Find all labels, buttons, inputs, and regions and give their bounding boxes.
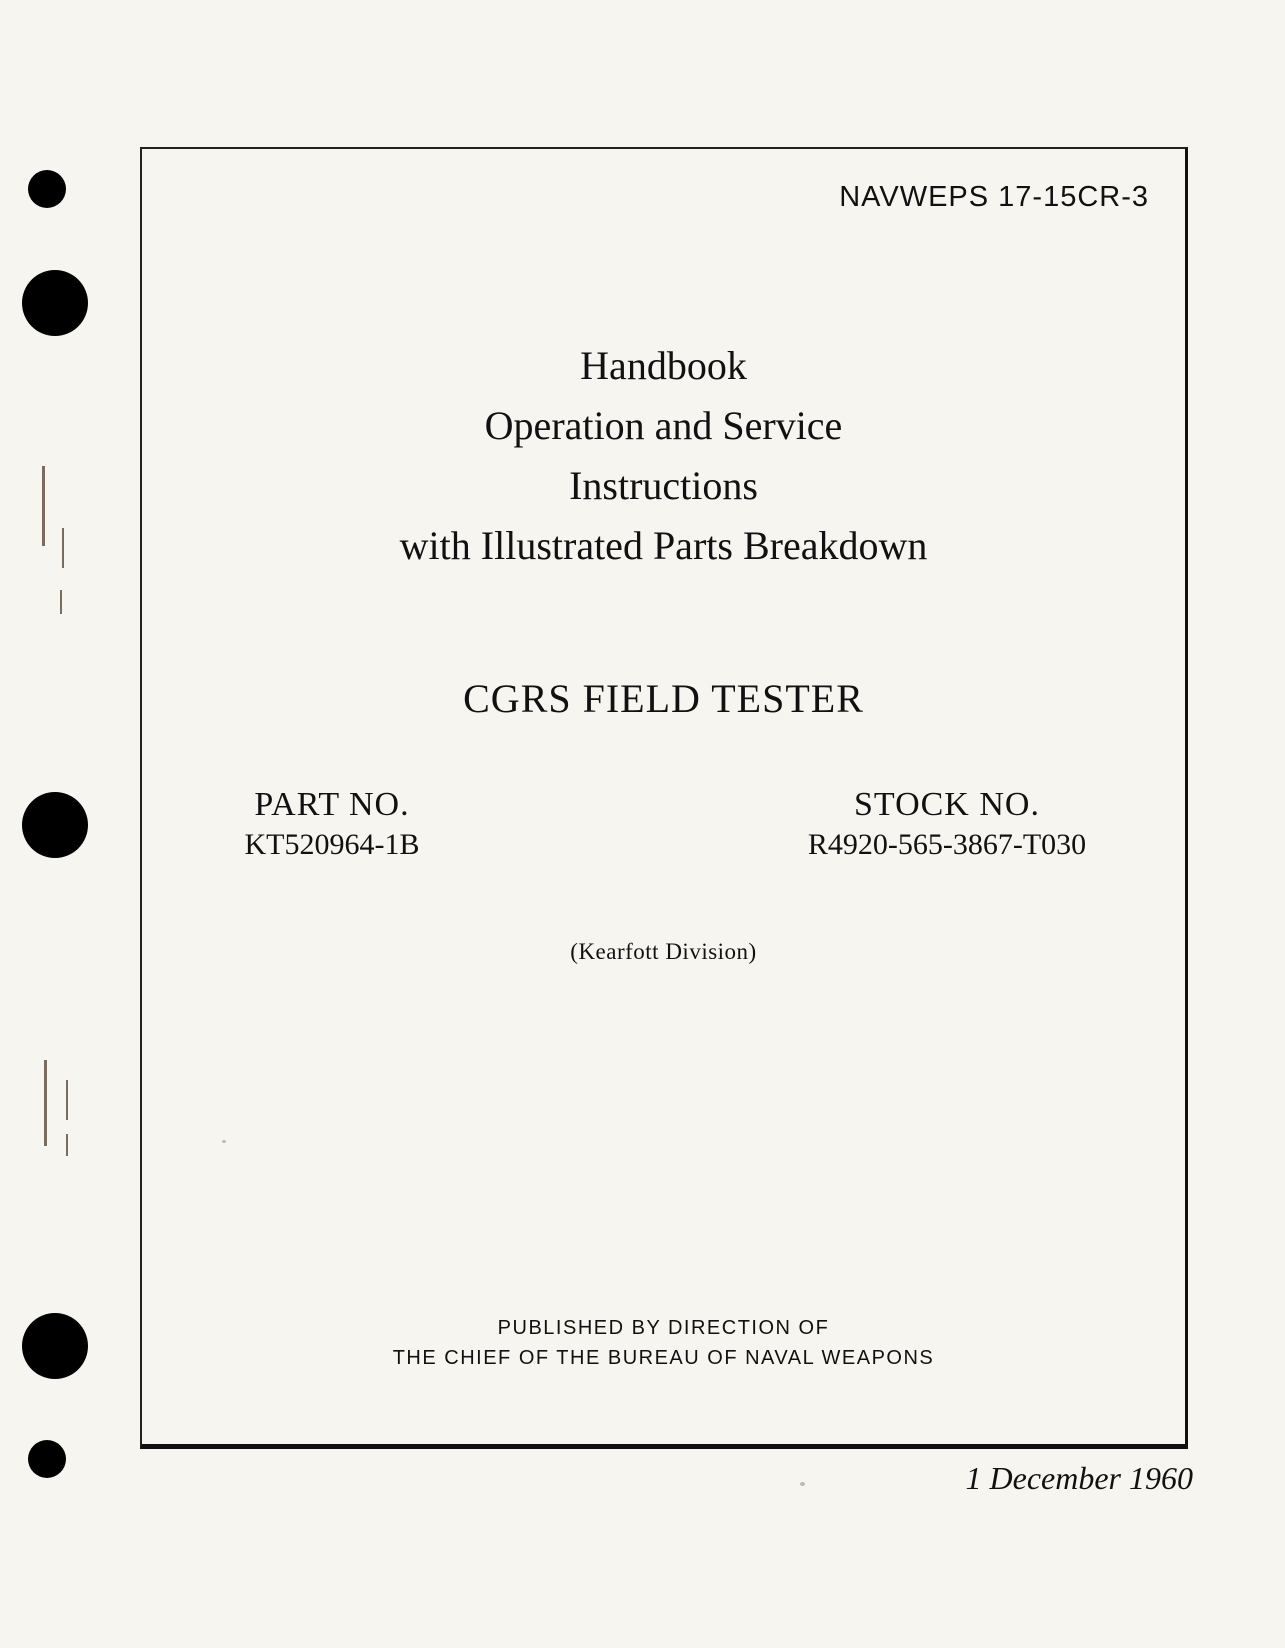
- stock-number-block: [772, 785, 1122, 865]
- stock-number-value: R4920-565-3867-T030: [807, 828, 1087, 861]
- title-block: [142, 336, 1185, 576]
- paper-speck: [800, 1482, 805, 1486]
- document-number: NAVWEPS 17-15CR-3: [839, 181, 1149, 213]
- staple-mark: [44, 1060, 47, 1146]
- division-name: (Kearfott Division): [570, 939, 757, 964]
- publisher-line-1: PUBLISHED BY DIRECTION OF: [497, 1317, 830, 1339]
- binder-hole: [28, 1440, 66, 1478]
- publication-date: 1 December 1960: [965, 1460, 1193, 1496]
- binder-hole: [22, 792, 88, 858]
- title-line-operation: Operation and Service: [484, 403, 843, 448]
- staple-mark: [42, 466, 45, 546]
- title-line-parts-breakdown: with Illustrated Parts Breakdown: [399, 523, 928, 568]
- part-number-value: KT520964-1B: [244, 828, 420, 861]
- product-name: CGRS FIELD TESTER: [463, 676, 864, 721]
- publisher-line-2: THE CHIEF OF THE BUREAU OF NAVAL WEAPONS: [392, 1347, 935, 1369]
- stock-number-label: STOCK NO.: [854, 786, 1040, 823]
- binder-hole: [22, 1313, 88, 1379]
- title-line-instructions: Instructions: [569, 463, 758, 508]
- staple-mark: [66, 1134, 68, 1156]
- cover-frame: [140, 147, 1188, 1449]
- binder-hole: [28, 170, 66, 208]
- title-line-handbook: Handbook: [580, 343, 747, 388]
- binder-hole: [22, 270, 88, 336]
- publisher-block: [142, 1313, 1185, 1373]
- part-number-label: PART NO.: [254, 786, 410, 823]
- part-number-block: [232, 785, 432, 865]
- staple-mark: [62, 528, 64, 568]
- staple-mark: [66, 1080, 68, 1120]
- staple-mark: [60, 590, 62, 614]
